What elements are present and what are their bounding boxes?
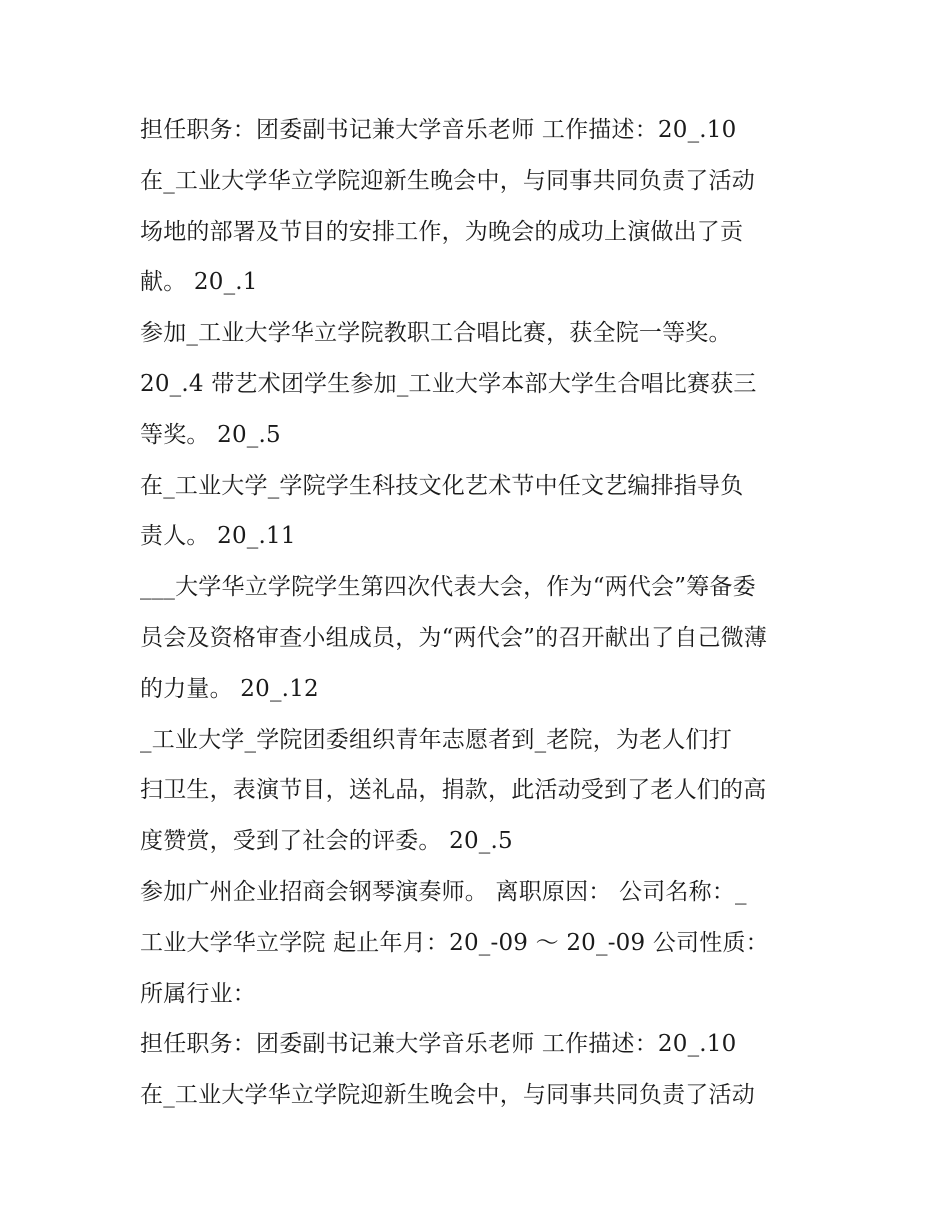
text-line: 献。 20_.1 [140, 269, 258, 296]
text-line: 担任职务：团委副书记兼大学音乐老师 工作描述：20_.10 [140, 117, 737, 143]
text-line: _工业大学_学院团委组织青年志愿者到_老院，为老人们打 [140, 726, 732, 753]
text-line: 在_工业大学_学院学生科技文化艺术节中任文艺编排指导负 [140, 472, 744, 499]
text-line: 工业大学华立学院 起止年月：20_-09 ～ 20_-09 公司性质： [140, 929, 769, 956]
text-line: 度赞赏，受到了社会的评委。 20_.5 [140, 828, 513, 855]
text-line: 场地的部署及节目的安排工作，为晚会的成功上演做出了贡 [140, 218, 744, 245]
text-line: 参加广州企业招商会钢琴演奏师。 离职原因： 公司名称：_ [140, 878, 747, 905]
text-line: 20_.4 带艺术团学生参加_工业大学本部大学生合唱比赛获三 [140, 370, 757, 397]
text-line: 责人。 20_.11 [140, 523, 296, 550]
text-line: ___大学华立学院学生第四次代表大会，作为“两代会”筹备委 [140, 574, 756, 601]
text-line: 员会及资格审查小组成员，为“两代会”的召开献出了自己微薄 [140, 624, 768, 651]
document-body [140, 105, 820, 1121]
text-line: 参加_工业大学华立学院教职工合唱比赛，获全院一等奖。 [140, 320, 732, 347]
text-line: 的力量。 20_.12 [140, 675, 319, 702]
text-line: 等奖。 20_.5 [140, 421, 281, 448]
text-line: 所属行业： [140, 980, 256, 1007]
text-line: 扫卫生，表演节目，送礼品，捐款，此活动受到了老人们的高 [140, 777, 767, 804]
text-line: 在_工业大学华立学院迎新生晚会中，与同事共同负责了活动 [140, 167, 755, 194]
text-line: 在_工业大学华立学院迎新生晚会中，与同事共同负责了活动 [140, 1082, 755, 1109]
text-line: 担任职务：团委副书记兼大学音乐老师 工作描述：20_.10 [140, 1031, 737, 1058]
